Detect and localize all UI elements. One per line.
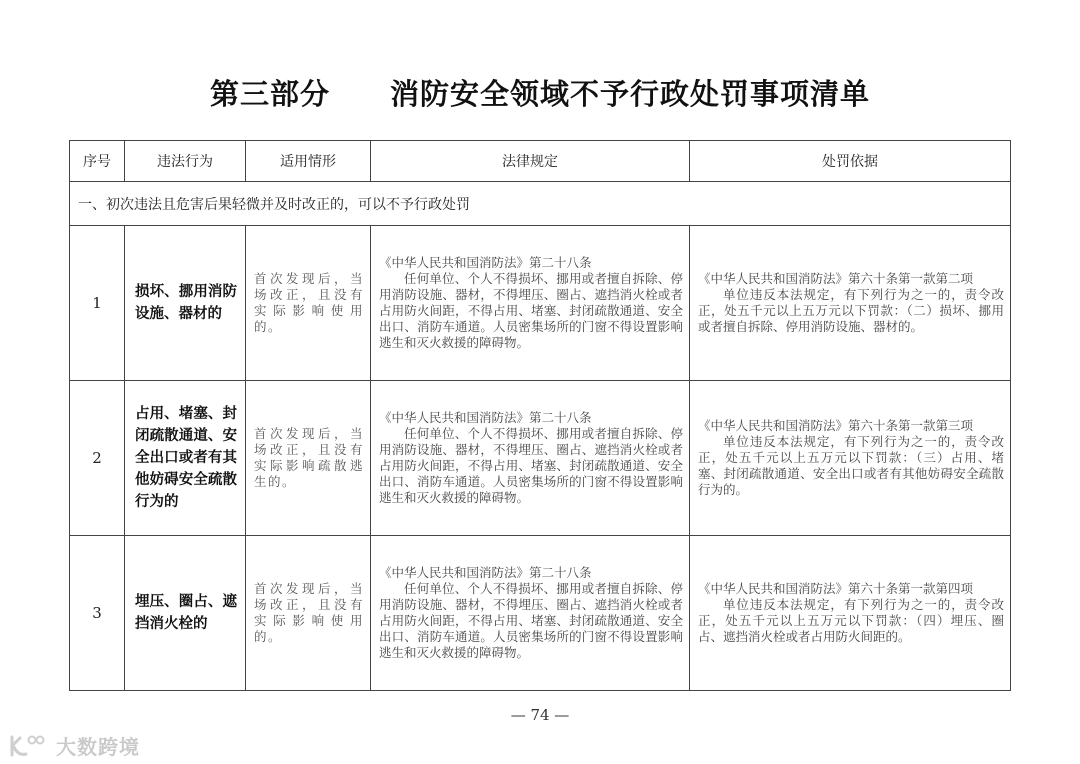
law-body: 任何单位、个人不得损坏、挪用或者擅自拆除、停用消防设施、器材，不得埋压、圈占、遮挡消火栓或者占用防火间距，不得占用、堵塞、封闭疏散通道、安全出口、消防车通道。人员密集场所的门窗不得设置影响逃生和灭火救援的障碍物。 xyxy=(379,581,683,660)
legal-provision xyxy=(371,381,690,536)
header-law: 法律规定 xyxy=(371,141,690,182)
page-number: — 74 — xyxy=(510,706,570,724)
penalty-basis xyxy=(690,536,1011,691)
basis-body: 单位违反本法规定，有下列行为之一的，责令改正，处五千元以上五万元以下罚款：（四）埋压、圈占、遮挡消火栓或者占用防火间距的。 xyxy=(698,597,1004,644)
law-body: 任何单位、个人不得损坏、挪用或者擅自拆除、停用消防设施、器材，不得埋压、圈占、遮挡消火栓或者占用防火间距，不得占用、堵塞、封闭疏散通道、安全出口、消防车通道。人员密集场所的门窗不得设置影响逃生和灭火救援的障碍物。 xyxy=(379,426,683,505)
table-row xyxy=(70,226,1011,381)
violation-behavior: 埋压、圈占、遮挡消火栓的 xyxy=(125,536,246,691)
legal-provision xyxy=(371,536,690,691)
law-title: 《中华人民共和国消防法》第二十八条 xyxy=(379,410,592,425)
table-header-row xyxy=(70,141,1011,182)
row-number: 1 xyxy=(70,226,125,381)
row-number: 3 xyxy=(70,536,125,691)
header-seq: 序号 xyxy=(70,141,125,182)
violation-behavior: 损坏、挪用消防设施、器材的 xyxy=(125,226,246,381)
penalty-exemption-table xyxy=(69,140,1011,691)
section-row xyxy=(70,182,1011,226)
basis-title: 《中华人民共和国消防法》第六十条第一款第三项 xyxy=(698,418,974,433)
table-row xyxy=(70,381,1011,536)
law-title: 《中华人民共和国消防法》第二十八条 xyxy=(379,255,592,270)
penalty-basis xyxy=(690,226,1011,381)
watermark-text: 大数跨境 xyxy=(56,735,140,759)
law-title: 《中华人民共和国消防法》第二十八条 xyxy=(379,565,592,580)
section-title: 一、初次违法且危害后果轻微并及时改正的，可以不予行政处罚 xyxy=(70,182,1011,226)
header-scenario: 适用情形 xyxy=(246,141,371,182)
header-penalty-basis: 处罚依据 xyxy=(690,141,1011,182)
basis-body: 单位违反本法规定，有下列行为之一的，责令改正，处五千元以上五万元以下罚款：（二）损坏、挪用或者擅自拆除、停用消防设施、器材的。 xyxy=(698,287,1004,334)
watermark xyxy=(8,731,140,760)
applicable-scenario: 首次发现后，当场改正，且没有实际影响疏散逃生的。 xyxy=(246,381,371,536)
table-row xyxy=(70,536,1011,691)
applicable-scenario: 首次发现后，当场改正，且没有实际影响使用的。 xyxy=(246,536,371,691)
law-body: 任何单位、个人不得损坏、挪用或者擅自拆除、停用消防设施、器材，不得埋压、圈占、遮挡消火栓或者占用防火间距，不得占用、堵塞、封闭疏散通道、安全出口、消防车通道。人员密集场所的门窗不得设置影响逃生和灭火救援的障碍物。 xyxy=(379,271,683,350)
page-title: 第三部分 消防安全领域不予行政处罚事项清单 xyxy=(209,77,870,111)
basis-title: 《中华人民共和国消防法》第六十条第一款第四项 xyxy=(698,581,974,596)
header-violation: 违法行为 xyxy=(125,141,246,182)
basis-title: 《中华人民共和国消防法》第六十条第一款第二项 xyxy=(698,271,974,286)
watermark-logo-icon xyxy=(8,734,52,758)
row-number: 2 xyxy=(70,381,125,536)
legal-provision xyxy=(371,226,690,381)
penalty-basis xyxy=(690,381,1011,536)
applicable-scenario: 首次发现后，当场改正，且没有实际影响使用的。 xyxy=(246,226,371,381)
violation-behavior: 占用、堵塞、封闭疏散通道、安全出口或者有其他妨碍安全疏散行为的 xyxy=(125,381,246,536)
basis-body: 单位违反本法规定，有下列行为之一的，责令改正，处五千元以上五万元以下罚款：（三）占用、堵塞、封闭疏散通道、安全出口或者有其他妨碍安全疏散行为的。 xyxy=(698,434,1004,497)
